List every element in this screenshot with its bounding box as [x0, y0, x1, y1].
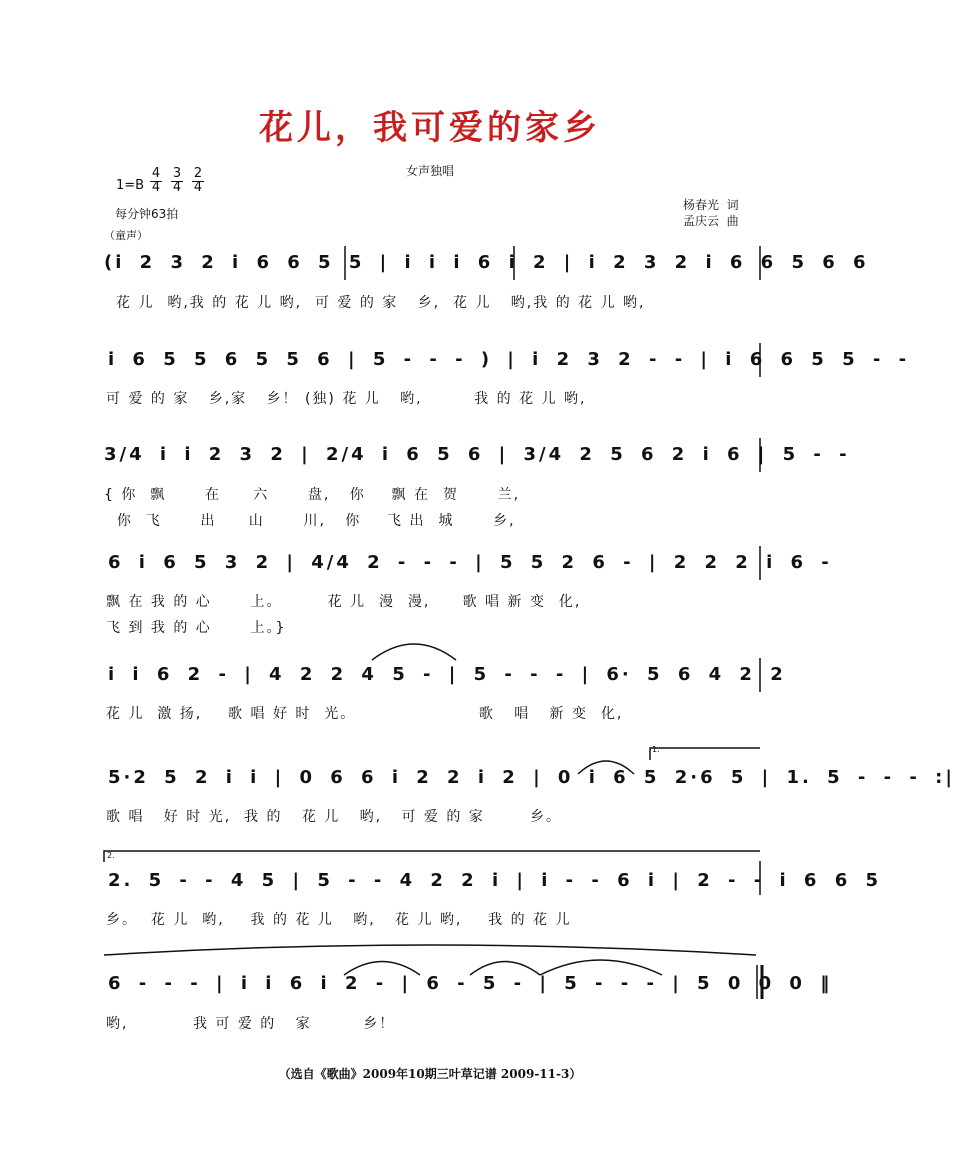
lyrics-row-2: 可 爱 的 家 乡,家 乡！ (独) 花 儿 哟, 我 的 花 儿 哟,	[106, 391, 587, 407]
lyrics-row-6: 歌 唱 好 时 光, 我 的 花 儿 哟, 可 爱 的 家 乡。	[106, 809, 562, 825]
lyrics-row-4-verse-1: 飘 在 我 的 心 上。 花 儿 漫 漫, 歌 唱 新 变 化,	[106, 594, 582, 610]
song-title: 花儿，我可爱的家乡	[259, 108, 601, 148]
lyrics-row-7: 乡。 花 儿 哟, 我 的 花 儿 哟, 花 儿 哟, 我 的 花 儿	[106, 912, 572, 928]
time-signature-3-4: 3 4	[172, 166, 182, 195]
notation-row-5: i i 6 2 - | 4 2 2 4 5 - | 5 - - - | 6· 5 6 4 2 2	[108, 664, 786, 685]
source-footer: （选自《歌曲》2009年10期三叶草记谱 2009-11-3）	[278, 1067, 582, 1081]
notation-row-3: 3/4 i i 2 3 2 | 2/4 i 6 5 6 | 3/4 2 5 6 2 i 6 | 5 - -	[104, 444, 850, 465]
lyrics-row-8: 哟, 我 可 爱 的 家 乡！	[106, 1016, 396, 1032]
key-signature: 1=B	[116, 178, 145, 193]
tempo-marking: 每分钟63拍	[115, 207, 179, 221]
tie	[578, 761, 634, 774]
notation-row-6: 5·2 5 2 i i | 0 6 6 i 2 2 i 2 | 0 i 6 5 2·6 5 | 1. 5 - - - :|	[108, 767, 955, 788]
notation-row-8: 6 - - - | i i 6 i 2 - | 6 - 5 - | 5 - - - | 5 0 0 0 ‖	[108, 973, 833, 994]
notation-row-7: 2. 5 - - 4 5 | 5 - - 4 2 2 i | i - - 6 i | 2 - - i 6 6 5	[108, 870, 882, 891]
lyricist: 杨春光 词	[683, 198, 739, 212]
notation-row-4: 6 i 6 5 3 2 | 4/4 2 - - - | 5 5 2 6 - | 2 2 2 i 6 -	[108, 552, 832, 573]
tie	[344, 962, 420, 976]
lyrics-row-1: 花 儿 哟,我 的 花 儿 哟, 可 爱 的 家 乡, 花 儿 哟,我 的 花 儿 哟,	[116, 295, 646, 311]
volta-1-bracket	[650, 748, 760, 760]
lyrics-row-3-verse-2: 你 飞 出 山 川, 你 飞 出 城 乡,	[104, 513, 516, 529]
tie	[540, 960, 662, 975]
performance-type: 女声独唱	[405, 164, 454, 178]
tie	[372, 644, 456, 660]
time-signature-4-4: 4 4	[151, 166, 161, 195]
volta-1-label: 1.	[652, 745, 660, 754]
volta-2-bracket	[104, 851, 760, 862]
composer: 孟庆云 曲	[683, 214, 739, 228]
part-label: （童声）	[104, 229, 148, 242]
lyrics-row-4-verse-2: 飞 到 我 的 心 上。}	[106, 620, 287, 636]
tie	[470, 962, 540, 976]
tie	[104, 945, 756, 955]
lyrics-row-3-verse-1: { 你 飘 在 六 盘, 你 飘 在 贺 兰,	[104, 487, 521, 503]
volta-2-label: 2.	[107, 851, 115, 860]
time-signature-2-4: 2 4	[193, 166, 203, 195]
lyrics-row-5: 花 儿 激 扬, 歌 唱 好 时 光。 歌 唱 新 变 化,	[106, 706, 624, 722]
notation-row-2: i 6 5 5 6 5 5 6 | 5 - - - ) | i 2 3 2 - - | i 6 6 5 5 - -	[108, 349, 910, 370]
notation-row-1: (i 2 3 2 i 6 6 5 5 | i i i 6 i 2 | i 2 3 2 i 6 6 5 6 6	[104, 252, 869, 273]
